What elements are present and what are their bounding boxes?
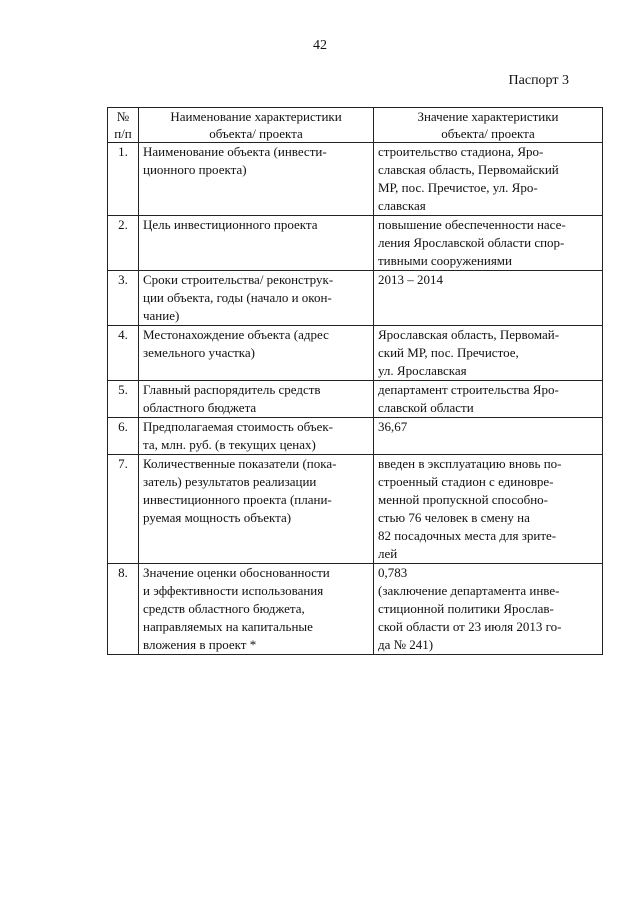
cell-line: повышение обеспеченности насе- xyxy=(378,217,566,232)
row-number: 3. xyxy=(108,271,139,326)
cell-line: Цель инвестиционного проекта xyxy=(143,217,318,232)
table-row xyxy=(108,326,603,381)
cell-line: департамент строительства Яро- xyxy=(378,382,559,397)
characteristic-name xyxy=(139,455,374,564)
cell-line: введен в эксплуатацию вновь по- xyxy=(378,456,562,471)
cell-line: стью 76 человек в смену на xyxy=(378,510,530,525)
cell-line: стиционной политики Ярослав- xyxy=(378,601,554,616)
cell-line: объекта/ проекта xyxy=(441,126,535,141)
table-row xyxy=(108,418,603,455)
characteristic-value xyxy=(374,271,603,326)
cell-line: ский МР, пос. Пречистое, xyxy=(378,345,519,360)
header-name xyxy=(139,108,374,143)
cell-line: Ярославская область, Первомай- xyxy=(378,327,560,342)
cell-line: строительство стадиона, Яро- xyxy=(378,144,544,159)
row-number: 7. xyxy=(108,455,139,564)
cell-line: та, млн. руб. (в текущих ценах) xyxy=(143,437,316,452)
cell-line: Значение характеристики xyxy=(417,109,559,124)
cell-line: ул. Ярославская xyxy=(378,363,467,378)
cell-line: чание) xyxy=(143,308,180,323)
cell-line: и эффективности использования xyxy=(143,583,324,598)
cell-line: ления Ярославской области спор- xyxy=(378,235,565,250)
table-header-row xyxy=(108,108,603,143)
cell-line: Сроки строительства/ реконструк- xyxy=(143,272,334,287)
passport-label: Паспорт 3 xyxy=(508,73,569,88)
cell-line: объекта/ проекта xyxy=(209,126,303,141)
header-number xyxy=(108,108,139,143)
cell-line: затель) результатов реализации xyxy=(143,474,317,489)
characteristic-value xyxy=(374,143,603,216)
cell-line: (заключение департамента инве- xyxy=(378,583,560,598)
table-row xyxy=(108,455,603,564)
table-row xyxy=(108,216,603,271)
cell-line: земельного участка) xyxy=(143,345,256,360)
cell-line: п/п xyxy=(114,126,132,141)
row-number: 6. xyxy=(108,418,139,455)
cell-line: средств областного бюджета, xyxy=(143,601,305,616)
cell-line: МР, пос. Пречистое, ул. Яро- xyxy=(378,180,538,195)
characteristic-name xyxy=(139,271,374,326)
cell-line: строенный стадион с единовре- xyxy=(378,474,554,489)
table-row xyxy=(108,271,603,326)
cell-line: славская область, Первомайский xyxy=(378,162,559,177)
cell-line: направляемых на капитальные xyxy=(143,619,313,634)
cell-line: да № 241) xyxy=(378,637,434,652)
cell-line: Местонахождение объекта (адрес xyxy=(143,327,329,342)
characteristic-name xyxy=(139,381,374,418)
cell-line: областного бюджета xyxy=(143,400,257,415)
cell-line: 82 посадочных места для зрите- xyxy=(378,528,557,543)
table-row xyxy=(108,564,603,655)
cell-line: вложения в проект * xyxy=(143,637,257,652)
row-number: 1. xyxy=(108,143,139,216)
characteristic-name xyxy=(139,216,374,271)
cell-line: руемая мощность объекта) xyxy=(143,510,292,525)
characteristic-name xyxy=(139,564,374,655)
row-number: 8. xyxy=(108,564,139,655)
cell-line: славская xyxy=(378,198,426,213)
cell-line: Наименование характеристики xyxy=(170,109,342,124)
characteristic-value xyxy=(374,381,603,418)
cell-line: ской области от 23 июля 2013 го- xyxy=(378,619,562,634)
cell-line: ционного проекта) xyxy=(143,162,247,177)
cell-line: Наименование объекта (инвести- xyxy=(143,144,327,159)
cell-line: Предполагаемая стоимость объек- xyxy=(143,419,333,434)
cell-line: 2013 – 2014 xyxy=(378,272,443,287)
cell-line: лей xyxy=(378,546,398,561)
cell-line: тивными сооружениями xyxy=(378,253,512,268)
cell-line: Значение оценки обоснованности xyxy=(143,565,330,580)
cell-line: славской области xyxy=(378,400,474,415)
characteristic-value xyxy=(374,564,603,655)
characteristic-value xyxy=(374,216,603,271)
cell-line: 0,783 xyxy=(378,565,408,580)
row-number: 2. xyxy=(108,216,139,271)
characteristic-value xyxy=(374,455,603,564)
header-value xyxy=(374,108,603,143)
row-number: 5. xyxy=(108,381,139,418)
table-row xyxy=(108,381,603,418)
passport-table xyxy=(107,107,603,655)
characteristic-name xyxy=(139,418,374,455)
cell-line: Количественные показатели (пока- xyxy=(143,456,337,471)
cell-line: Главный распорядитель средств xyxy=(143,382,321,397)
cell-line: инвестиционного проекта (плани- xyxy=(143,492,332,507)
characteristic-value xyxy=(374,418,603,455)
cell-line: № xyxy=(116,109,130,124)
characteristic-value xyxy=(374,326,603,381)
cell-line: менной пропускной способно- xyxy=(378,492,549,507)
page-number: 42 xyxy=(313,38,327,53)
cell-line: 36,67 xyxy=(378,419,408,434)
characteristic-name xyxy=(139,326,374,381)
row-number: 4. xyxy=(108,326,139,381)
table-row xyxy=(108,143,603,216)
cell-line: ции объекта, годы (начало и окон- xyxy=(143,290,332,305)
characteristic-name xyxy=(139,143,374,216)
